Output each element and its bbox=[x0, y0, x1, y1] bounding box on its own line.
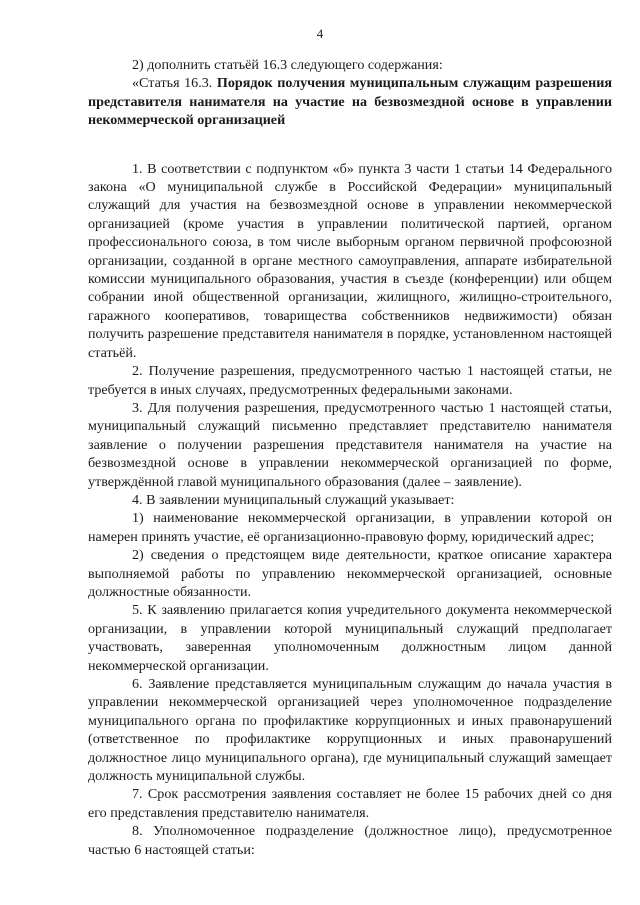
spacer bbox=[88, 130, 612, 160]
paragraph-4-item-1: 1) наименование некоммерческой организации, в управлении которой он намерен принять участие, её организационно-правовую форму, юридический адрес; bbox=[88, 510, 612, 545]
document-body bbox=[88, 56, 612, 859]
paragraph-8: 8. Уполномоченное подразделение (должностное лицо), предусмотренное частью 6 настоящей статьи: bbox=[88, 823, 612, 858]
article-title: Порядок получения муниципальным служащим разрешения представителя нанимателя на участие на безвозмездной основе в управлении некоммерческой организацией bbox=[88, 75, 613, 129]
paragraph-6: 6. Заявление представляется муниципальным служащим до начала участия в управлении некоммерческой организацией через уполномоченное подразделение муниципального органа по профилактике коррупционных и иных правонарушений (ответственное по профилактике коррупционных и иных правонарушений должностное лицо муниципального органа), где муниципальный служащий замещает должность муниципальной службы. bbox=[88, 676, 612, 785]
paragraph-3: 3. Для получения разрешения, предусмотренного частью 1 настоящей статьи, муниципальный служащий письменно представляет представителю нанимателя заявление о получении разрешения представителя нанимателя на участие на безвозмездной основе в управлении некоммерческой организацией по форме, утверждённой главой муниципального образования (далее – заявление). bbox=[88, 399, 612, 490]
page-number: 4 bbox=[316, 26, 324, 41]
article-prefix: «Статья 16.3. bbox=[132, 75, 213, 92]
paragraph-5: 5. К заявлению прилагается копия учредительного документа некоммерческой организации, в управлении которой муниципальный служащий предполагает участвовать, заверенная уполномоченным должностным лицом данной некоммерческой организации. bbox=[88, 602, 612, 674]
paragraph-1: 1. В соответствии с подпунктом «б» пункта 3 части 1 статьи 14 Федерального закона «О муниципальной службе в Российской Федерации» муниципальный служащий для участия на безвозмездной основе в управлении некоммерческой организацией (кроме участия в управлении политической партией, органом профессионального союза, в том числе выборным органом первичной профсоюзной организации, созданной в органе местного самоуправления, аппарате избирательной комиссии муниципального образования, участия в съезде (конференции) или общем собрании иной общественной организации, жилищного, жилищно-строительного, гаражного кооперативов, товарищества собственников недвижимости) обязан получить разрешение представителя нанимателя в порядке, установленном настоящей статьёй. bbox=[88, 160, 612, 361]
paragraph-7: 7. Срок рассмотрения заявления составляет не более 15 рабочих дней со дня его представления представителю нанимателя. bbox=[88, 786, 612, 821]
amendment-intro: 2) дополнить статьёй 16.3 следующего содержания: bbox=[132, 57, 443, 73]
paragraph-4: 4. В заявлении муниципальный служащий указывает: bbox=[132, 491, 455, 508]
paragraph-4-item-2: 2) сведения о предстоящем виде деятельности, краткое описание характера выполняемой работы по управлению некоммерческой организацией, основные должностные обязанности. bbox=[88, 547, 612, 600]
article-heading bbox=[88, 74, 612, 129]
paragraph-2: 2. Получение разрешения, предусмотренного частью 1 настоящей статьи, не требуется в иных случаях, предусмотренных федеральными законами. bbox=[88, 363, 612, 398]
